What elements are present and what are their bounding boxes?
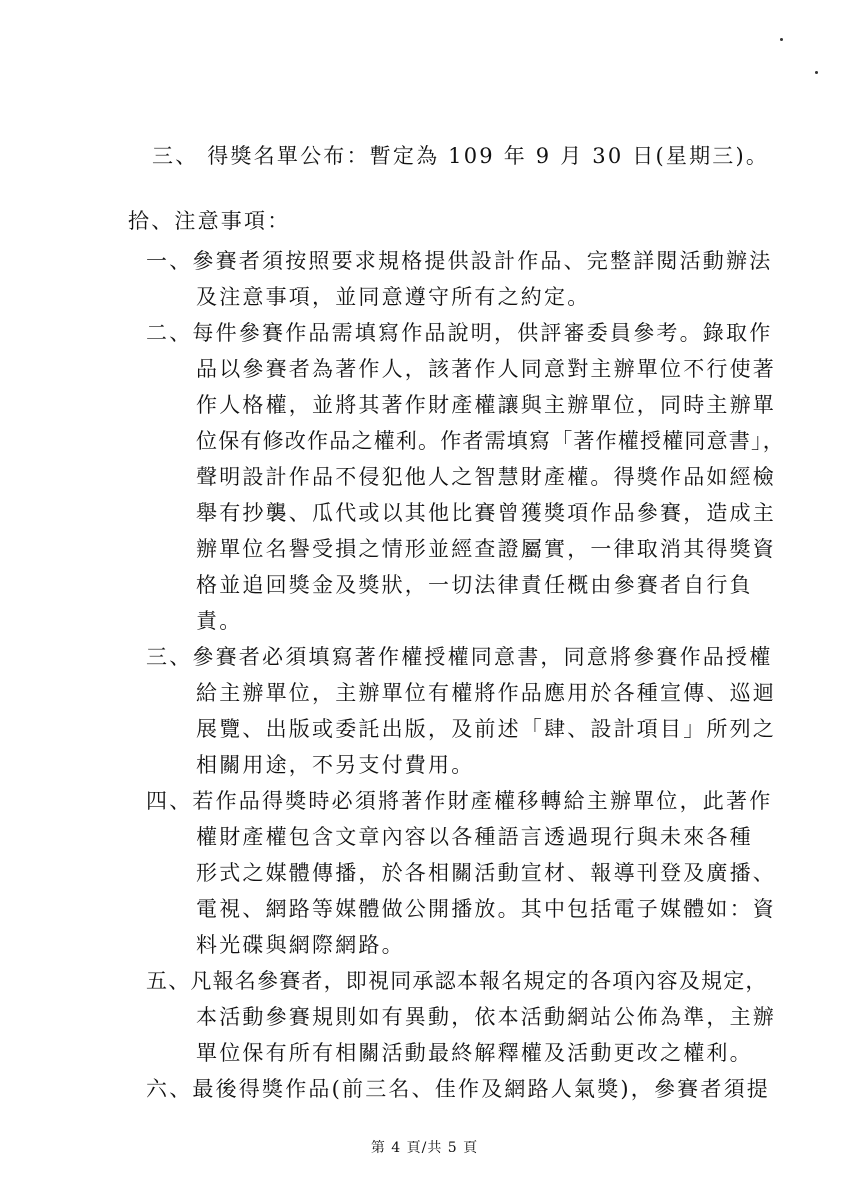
- scan-speck: [815, 71, 818, 74]
- scan-speck: [780, 38, 783, 41]
- note-item-4-line-5: 料光碟與網際網路。: [196, 933, 405, 957]
- note-item-6-line-1: 六、最後得獎作品(前三名、佳作及網路人氣獎)，參賽者須提: [146, 1077, 770, 1101]
- note-item-5-line-2: 本活動參賽規則如有異動，依本活動網站公佈為準，主辦: [196, 1005, 776, 1029]
- section-heading-notes: 拾、注意事項：: [128, 209, 291, 233]
- note-item-3-line-4: 相關用途，不另支付費用。: [196, 753, 475, 777]
- note-item-2-line-5: 聲明設計作品不侵犯他人之智慧財產權。得獎作品如經檢: [196, 465, 776, 489]
- note-item-2-line-7: 辦單位名譽受損之情形並經查證屬實，一律取消其得獎資: [196, 537, 776, 561]
- note-item-2-line-6: 舉有抄襲、瓜代或以其他比賽曾獲獎項作品參賽，造成主: [196, 501, 776, 525]
- note-item-2-line-2: 品以參賽者為著作人，該著作人同意對主辦單位不行使著: [196, 357, 776, 381]
- note-item-2-line-3: 作人格權，並將其著作財產權讓與主辦單位，同時主辦單: [196, 393, 776, 417]
- note-item-1-line-2: 及注意事項，並同意遵守所有之約定。: [196, 285, 591, 309]
- note-item-4-line-3: 形式之媒體傳播，於各相關活動宣材、報導刊登及廣播、: [196, 861, 776, 885]
- note-item-2-line-8: 格並追回獎金及獎狀，一切法律責任概由參賽者自行負: [196, 573, 753, 597]
- note-item-3-line-2: 給主辦單位，主辦單位有權將作品應用於各種宣傳、巡迴: [196, 681, 776, 705]
- note-item-3-line-1: 三、參賽者必須填寫著作權授權同意書，同意將參賽作品授權: [146, 645, 773, 669]
- page-number-footer: 第 4 頁/共 5 頁: [370, 1140, 479, 1156]
- note-item-2-line-9: 責。: [196, 609, 243, 633]
- note-item-5-line-1: 五、凡報名參賽者，即視同承認本報名規定的各項內容及規定，: [146, 969, 768, 993]
- note-item-4-line-2: 權財產權包含文章內容以各種語言透過現行與未來各種: [196, 825, 753, 849]
- award-announcement-line: 三、 得獎名單公布：暫定為 109 年 9 月 30 日(星期三)。: [152, 144, 770, 168]
- note-item-5-line-3: 單位保有所有相關活動最終解釋權及活動更改之權利。: [196, 1041, 753, 1065]
- note-item-3-line-3: 展覽、出版或委託出版，及前述「肆、設計項目」所列之: [196, 717, 776, 741]
- note-item-2-line-4: 位保有修改作品之權利。作者需填寫「著作權授權同意書」，: [196, 429, 785, 453]
- note-item-4-line-4: 電視、網路等媒體做公開播放。其中包括電子媒體如：資: [196, 897, 776, 921]
- note-item-4-line-1: 四、若作品得獎時必須將著作財產權移轉給主辦單位，此著作: [146, 789, 773, 813]
- note-item-1-line-1: 一、參賽者須按照要求規格提供設計作品、完整詳閱活動辦法: [146, 249, 773, 273]
- note-item-2-line-1: 二、每件參賽作品需填寫作品說明，供評審委員參考。錄取作: [146, 321, 773, 345]
